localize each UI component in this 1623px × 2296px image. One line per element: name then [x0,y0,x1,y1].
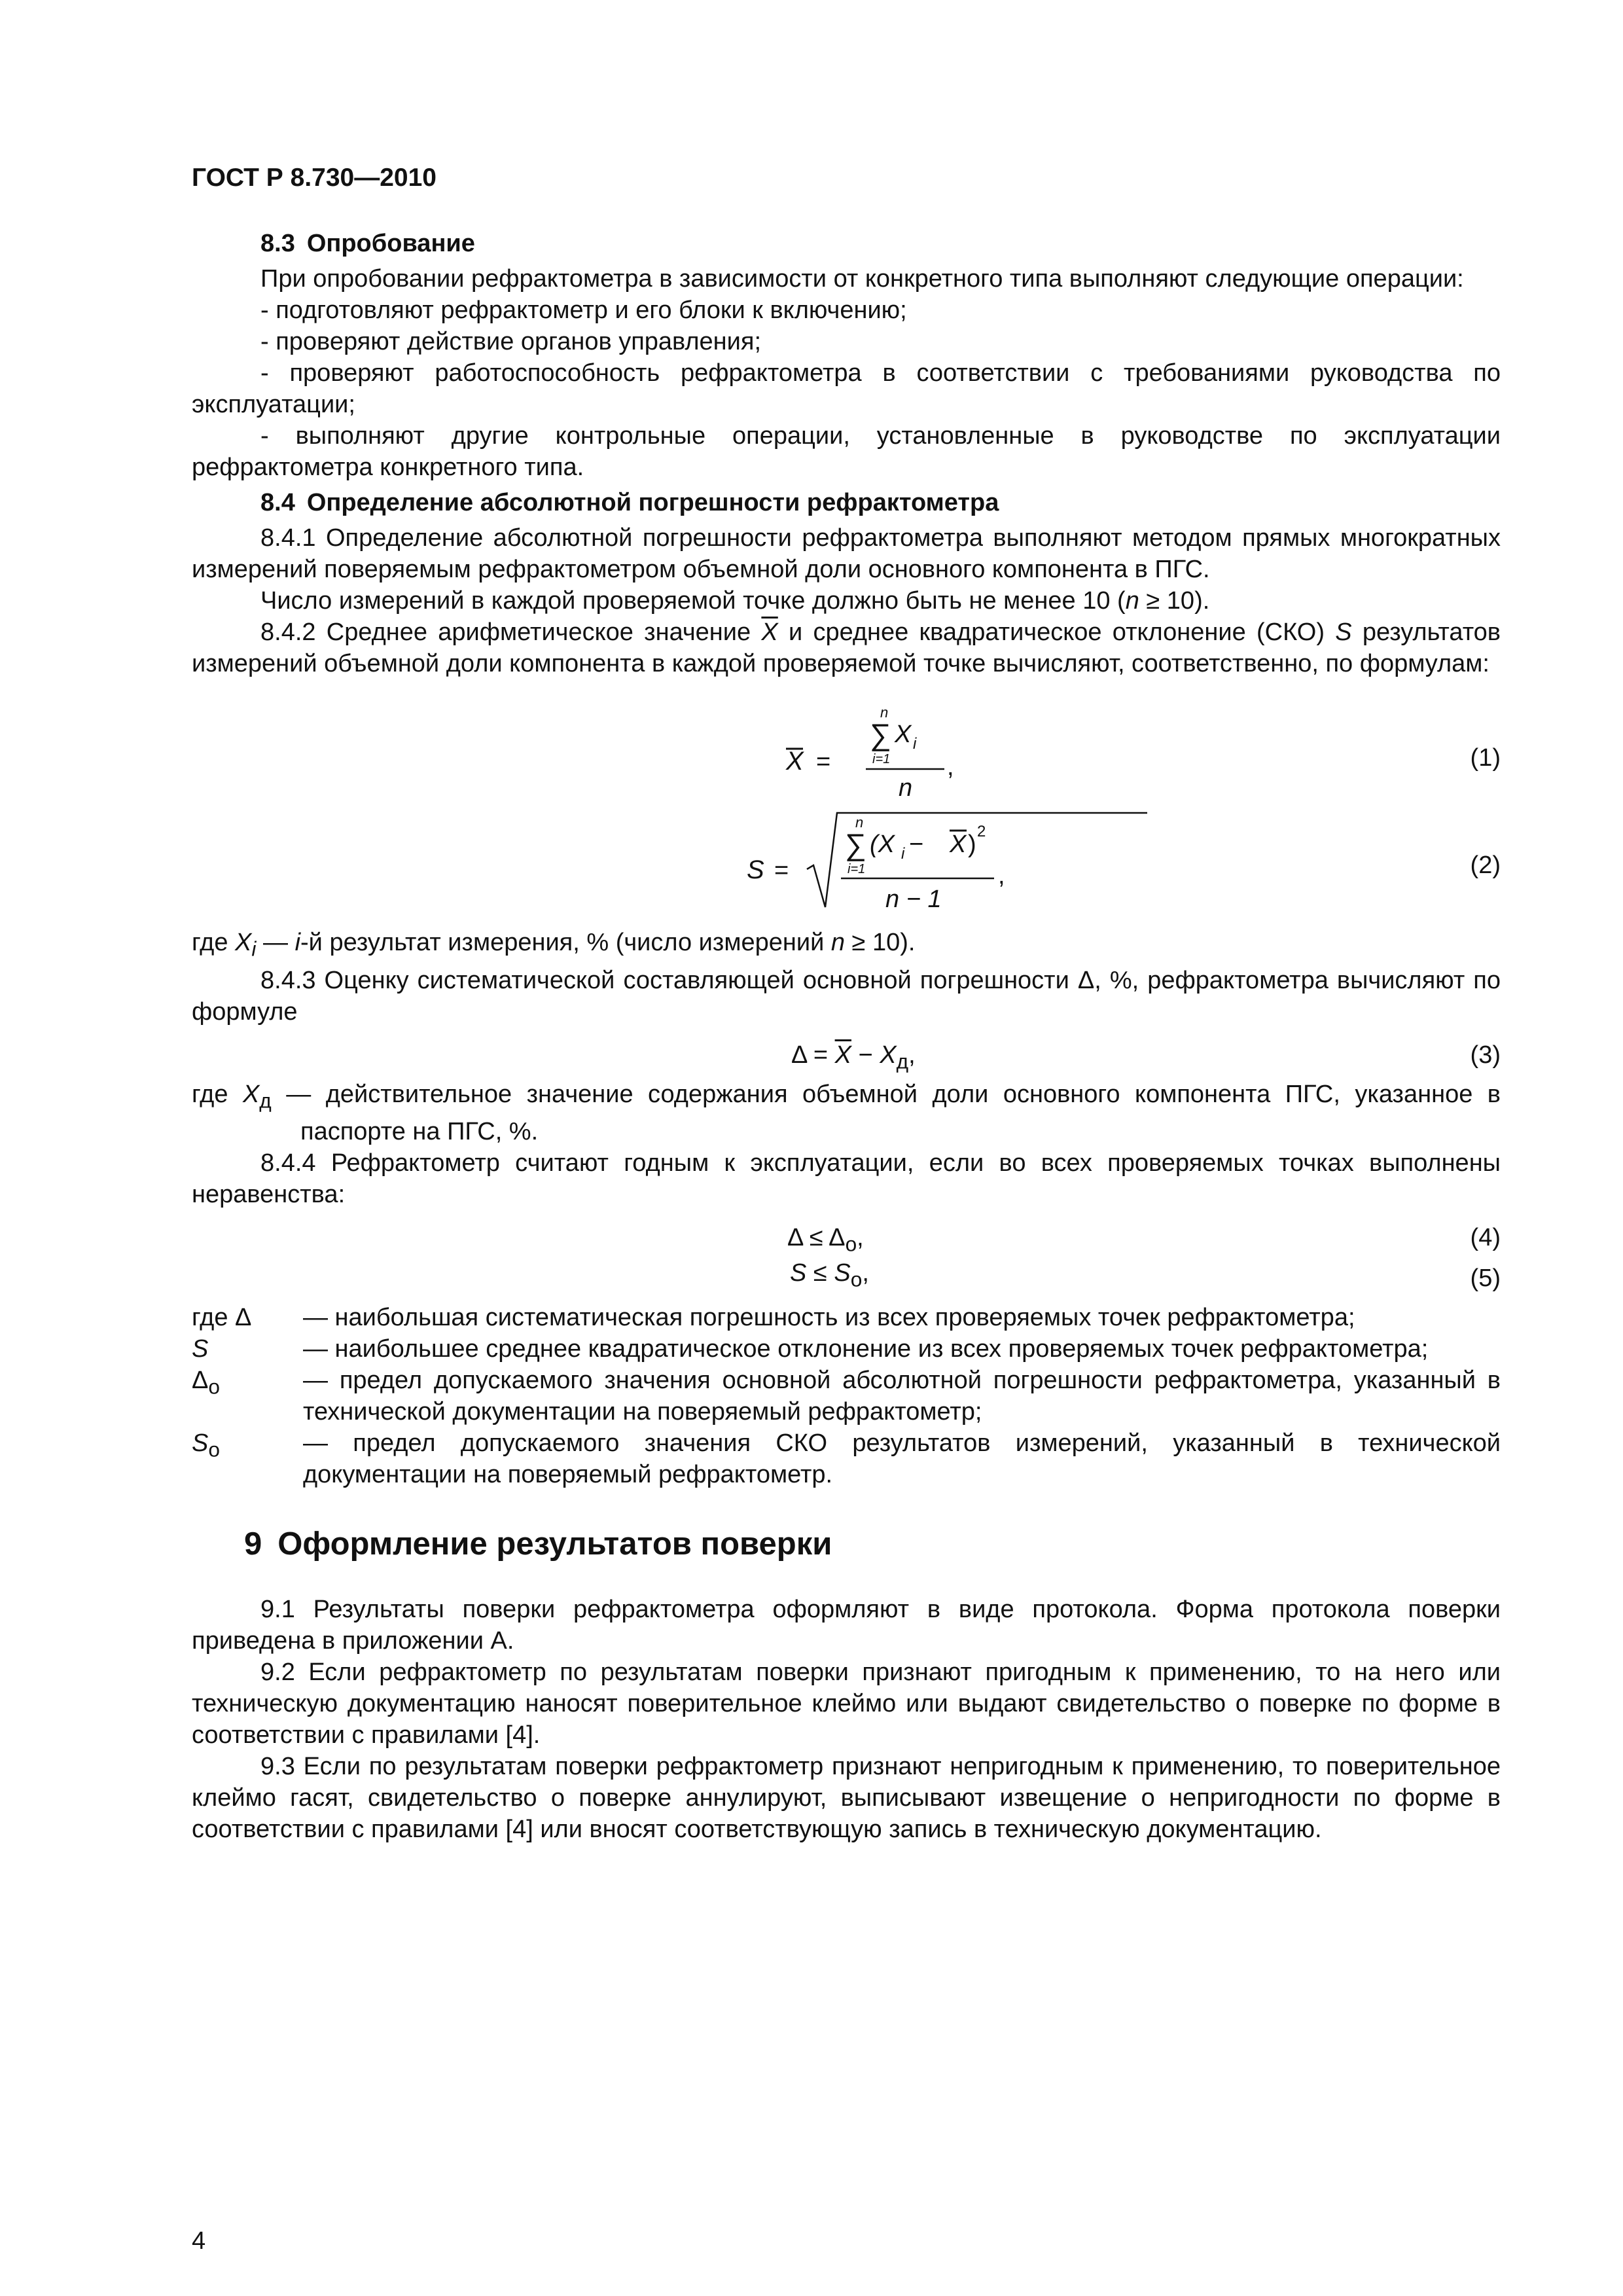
symbol-s: S [192,1335,209,1363]
definition-symbol [192,1427,300,1465]
formula-number: (2) [1470,852,1501,879]
denominator: n − 1 [885,886,942,913]
symbol-s: S [834,1259,851,1287]
subscript: о [208,1437,220,1462]
sum-term-index: i [913,735,917,753]
definition-row [192,1365,1501,1427]
section-title: Определение абсолютной погрешности рефрактометра [306,489,999,516]
comma: , [857,1224,864,1252]
text-run: — действительное значение содержания объемной доли основного компонента ПГС, указанное в паспорте на ПГС, %. [271,1080,1501,1146]
definition-row [192,1427,1501,1490]
symbol-x-mean: $\overline{X}$ [761,619,778,646]
section-number: 9 [244,1526,262,1562]
subscript: о [850,1267,863,1291]
formula-3 [192,1039,1501,1075]
definition-symbol [192,1365,300,1403]
subscript: i [251,937,257,961]
text-run: где [192,1304,236,1332]
subscript: д [896,1049,909,1073]
sum-sign: ∑ [845,827,866,861]
text-run: ≥ 10). [845,929,916,956]
subscript: о [845,1232,857,1256]
symbol-s: S [1335,619,1352,646]
comma: , [862,1259,869,1287]
delta-symbol: Δ [829,1224,846,1252]
formula-4 [192,1222,1501,1257]
delta-symbol: Δ [192,1367,209,1395]
definition-row [192,1302,1501,1333]
symbol-s: S [192,1429,209,1458]
formula-1-expression [781,706,1147,806]
minus-sign: − [909,831,924,858]
text-run: результатов измерений объемной доли компонента в каждой проверяемой точке вычисляют, соответственно, по формулам: [192,619,1501,677]
section-title: Оформление результатов поверки [277,1526,832,1562]
sum-term-index: i [901,845,905,863]
list-item: - проверяют действие органов управления; [260,328,762,355]
section-9-heading [192,1524,1501,1564]
sum-upper-limit: n [880,706,889,721]
paragraph-9-2: 9.2 Если рефрактометр по результатам поверки признают пригодным к применению, то на него или техническую документацию наносят поверительное клеймо или выдают свидетельство о поверке по форме в соответствии с правилами [4]. [192,1659,1501,1749]
section-number: 8.4 [260,489,295,516]
symbol-x: X [235,929,252,956]
list-item: - проверяют работоспособность рефрактометра в соответствии с требованиями руководства по эксплуатации; [192,359,1501,418]
subscript: о [208,1374,220,1399]
equals-sign: = [774,857,789,884]
text-run: 8.4.2 Среднее арифметическое значение [260,619,762,646]
formula-3-explanation [192,1079,1501,1148]
text-run: — [256,929,295,956]
document-page [192,0,1501,2296]
paragraph-9-3: 9.3 Если по результатам поверки рефрактометр признают непригодным к применению, то поверительное клеймо гасят, свидетельство о поверке аннулируют, выписывают извещение о непригодности по форме в соответствии с правилами [4] или вносят соответствующую запись в техническую документацию. [192,1753,1501,1844]
sum-upper-limit: n [855,814,864,831]
formula-4-expression [787,1222,864,1260]
sum-term: (X [870,831,895,858]
symbol-x: X [880,1041,897,1069]
definition-symbol [192,1302,300,1333]
paragraph: При опробовании рефрактометра в зависимости от конкретного типа выполняют следующие операции: [260,265,1464,293]
paragraph [192,585,1501,617]
paragraph-8-4-1: 8.4.1 Определение абсолютной погрешности рефрактометра выполняют методом прямых многократных измерений поверяемым рефрактометром объемной доли основного компонента в ПГС. [192,524,1501,583]
formula-2-expression [741,809,1173,920]
section-8-4-heading [192,487,1501,518]
definition-text: — наибольшая систематическая погрешность из всех проверяемых точек рефрактометра; [303,1304,1355,1332]
formula-3-expression [791,1039,916,1077]
list-item: - выполняют другие контрольные операции, установленные в руководстве по эксплуатации рефрактометра конкретного типа. [192,422,1501,481]
comma: , [998,862,1005,889]
sum-lower-limit: i=1 [847,862,866,876]
paragraph-8-4-4: 8.4.4 Рефрактометр считают годным к эксплуатации, если во всех проверяемых точках выполнены неравенства: [192,1149,1501,1209]
minus-sign: − [851,1041,880,1069]
symbol-x: X [242,1080,260,1108]
definition-text: — предел допускаемого значения СКО результатов измерений, указанный в технической документации на поверяемый рефрактометр. [303,1429,1501,1489]
formula-number: (5) [1470,1265,1501,1293]
symbol-definitions [192,1302,1501,1490]
delta-symbol: Δ [791,1041,807,1069]
formula-lhs: S [747,855,764,884]
text-run: и среднее квадратическое отклонение (СКО) [777,619,1336,646]
definition-text: — наибольшее среднее квадратическое отклонение из всех проверяемых точек рефрактометра; [303,1335,1429,1363]
text-run: Число измерений в каждой проверяемой точке должно быть не менее 10 ( [260,587,1126,615]
delta-symbol: Δ [235,1304,252,1332]
denominator: n [899,774,913,802]
definition-text: — предел допускаемого значения основной абсолютной погрешности рефрактометра, указанный в технической документации на поверяемый рефрактометр; [303,1367,1501,1426]
equals-sign: = [806,1041,835,1069]
symbol-n: n [830,929,845,956]
symbol-n: n [1125,587,1139,615]
formula-number: (4) [1470,1224,1501,1252]
section-8-3-heading [192,228,1501,259]
delta-symbol: Δ [787,1224,803,1252]
mean-x: X [950,831,967,858]
formula-lhs: X [786,747,804,776]
formula-2-explanation [192,927,1501,965]
paragraph-8-4-3: 8.4.3 Оценку систематической составляющей основной погрешности Δ, %, рефрактометра вычисляют по формуле [192,966,1501,1026]
exponent: 2 [977,823,986,840]
formula-2 [192,809,1501,920]
close-paren: ) [968,831,976,858]
sum-lower-limit: i=1 [872,752,891,766]
page-content [192,228,1501,1845]
subscript: д [259,1088,272,1113]
symbol-s: S [790,1259,807,1287]
formula-number: (3) [1470,1041,1501,1069]
definition-text-wrap [303,1365,1501,1427]
text-run: где [192,1080,243,1108]
formula-5-expression [790,1257,869,1295]
relation-sign: ≤ [802,1224,829,1252]
document-code: ГОСТ Р 8.730—2010 [192,164,437,192]
sum-sign: ∑ [870,717,891,751]
text-run: где [192,929,236,956]
equals-sign: = [816,748,831,776]
definition-symbol [192,1333,300,1365]
symbol-i: i [294,929,301,956]
formula-1 [192,706,1501,806]
formula-5 [192,1257,1501,1298]
text-run: ≥ 10). [1139,587,1210,615]
section-title: Опробование [306,230,475,257]
comma: , [908,1041,916,1069]
mean-x: $\overline{X}$ [834,1041,851,1069]
list-item: - подготовляют рефрактометр и его блоки к включению; [260,296,907,324]
page-number: 4 [192,2227,206,2255]
paragraph-9-1: 9.1 Результаты поверки рефрактометра оформляют в виде протокола. Форма протокола поверки приведена в приложении А. [192,1596,1501,1655]
relation-sign: ≤ [806,1259,834,1287]
sum-term: X [895,721,912,748]
definition-row [192,1333,1501,1365]
paragraph-8-4-2 [192,617,1501,679]
formula-number: (1) [1470,744,1501,772]
comma: , [947,753,954,781]
section-number: 8.3 [260,230,295,257]
text-run: -й результат измерения, % (число измерений [300,929,831,956]
